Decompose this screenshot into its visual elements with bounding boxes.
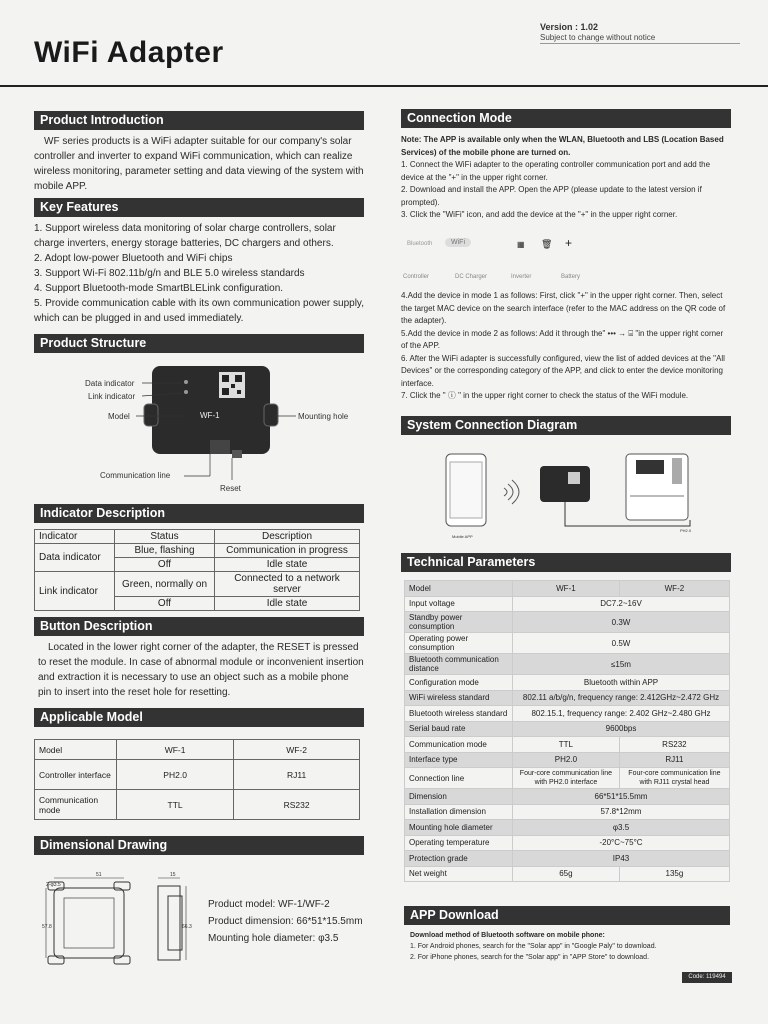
connection-step: 4.Add the device in mode 1 as follows: First, click "+" in the upper right corner. Then, select the target MAC device on the search interface (refer to the MAC address on the QR code of the adapter). (401, 291, 726, 325)
param-name: Operating power consumption (405, 633, 513, 654)
system-connection-diagram (440, 448, 710, 544)
param-value: Four-core communication line with RJ11 crystal head (619, 768, 729, 789)
category-label: Controller (403, 274, 430, 280)
table-cell: RJ11 (234, 760, 360, 790)
table-cell: Off (115, 597, 215, 611)
key-feature-item: 4. Support Bluetooth-mode SmartBLELink configuration. (34, 283, 284, 294)
dim-height: 57.8 (42, 924, 52, 930)
app-download-text (410, 930, 732, 963)
section-title-technical-parameters: Technical Parameters (401, 553, 731, 572)
table-cell: Idle state (215, 597, 360, 611)
table-row (405, 789, 730, 805)
table-row (405, 675, 730, 691)
section-title-system-connection-diagram: System Connection Diagram (401, 416, 731, 435)
table-header-row (35, 530, 360, 544)
param-value: IP43 (513, 851, 730, 867)
param-value: 0.5W (513, 633, 730, 654)
table-cell: Communication mode (35, 790, 117, 820)
param-value: 57.8*12mm (513, 804, 730, 820)
param-name: Standby power consumption (405, 612, 513, 633)
connection-step: 1. Connect the WiFi adapter to the operating controller communication port and add the device at the "+" in the upper right corner. (401, 160, 711, 182)
table-row (405, 721, 730, 737)
param-value: 0.3W (513, 612, 730, 633)
subject-note: Subject to change without notice (540, 33, 656, 42)
key-feature-item: 3. Support Wi-Fi 802.11b/g/n and BLE 5.0 wireless standards (34, 268, 305, 279)
table-cell: TTL (117, 790, 234, 820)
product-structure-diagram (34, 358, 364, 498)
param-name: Operating temperature (405, 835, 513, 851)
technical-parameters-table (404, 580, 730, 882)
param-name: Protection grade (405, 851, 513, 867)
table-cell: RS232 (234, 790, 360, 820)
param-value: TTL (513, 737, 620, 753)
version-label: Version : 1.02 (540, 22, 599, 32)
table-row (35, 740, 360, 760)
param-name: Communication mode (405, 737, 513, 753)
document-code: Code: 119494 (682, 972, 732, 983)
dimension-line: Mounting hole diameter: φ3.5 (208, 933, 339, 944)
product-intro-text: WF series products is a WiFi adapter suitable for our company's solar controller and inverter to expand WiFi communication, which can realize wireless monitoring, parameter setting and data viewing of the system with mobile APP. (34, 136, 364, 192)
section-title-app-download: APP Download (404, 906, 730, 925)
param-name: Configuration mode (405, 675, 513, 691)
table-cell: Blue, flashing (115, 544, 215, 558)
mounting-hole-label: Mounting hole (298, 412, 349, 421)
header-rule (0, 85, 768, 87)
model-label: Model (108, 412, 130, 421)
table-header-cell: WF-2 (619, 581, 729, 597)
app-download-line: 2. For iPhone phones, search for the "Solar app" in "APP Store" to download. (410, 954, 650, 961)
connection-mode-steps (401, 134, 731, 222)
table-cell: Link indicator (35, 572, 115, 611)
table-cell: Idle state (215, 558, 360, 572)
category-label: Battery (561, 274, 581, 280)
dimensional-drawing-svg (40, 870, 190, 970)
section-title-product-structure: Product Structure (34, 334, 364, 353)
table-cell: Off (115, 558, 215, 572)
connection-step: 2. Download and install the APP. Open the APP (please update to the latest version if prompted). (401, 185, 702, 207)
param-name: Net weight (405, 866, 513, 882)
connection-step: 5.Add the device in mode 2 as follows: Add it through the" ••• → ⌸ "in the upper right corner of the APP. (401, 328, 724, 350)
key-feature-item: 1. Support wireless data monitoring of solar charge controllers, solar charge inverters, energy storage batteries, DC chargers and others. (34, 223, 336, 249)
indicator-table (34, 529, 360, 611)
param-value: RJ11 (619, 752, 729, 768)
param-name: Installation dimension (405, 804, 513, 820)
connection-step: 6. After the WiFi adapter is successfully configured, view the list of added devices at the "All Devices" or the corresponding category of the APP, and click to enter the device monitoring interface. (401, 353, 725, 388)
param-value: 802.15.1, frequency range: 2.402 GHz~2.480 GHz (513, 706, 730, 722)
param-name: Dimension (405, 789, 513, 805)
table-row (405, 737, 730, 753)
param-name: Mounting hole diameter (405, 820, 513, 836)
table-row (405, 804, 730, 820)
table-cell: Communication in progress (215, 544, 360, 558)
page-header (0, 0, 768, 86)
table-row (405, 596, 730, 612)
data-indicator-label: Data indicator (85, 379, 135, 388)
param-value: 65g (513, 866, 620, 882)
table-row (405, 706, 730, 722)
plus-icon: + (565, 236, 573, 250)
grid-icon: ▦ (517, 240, 525, 249)
phone-caption: Mobile APP (452, 534, 473, 539)
param-name: Interface type (405, 752, 513, 768)
param-value: φ3.5 (513, 820, 730, 836)
table-cell: Data indicator (35, 544, 115, 572)
key-features-list (34, 221, 364, 326)
section-title-button-description: Button Description (34, 617, 364, 636)
connection-step: 3. Click the "WiFi" icon, and add the device at the "+" in the upper right corner. (401, 210, 678, 219)
section-title-key-features: Key Features (34, 198, 364, 217)
dimension-line: Product dimension: 66*51*15.5mm (208, 916, 363, 927)
dimension-line: Product model: WF-1/WF-2 (208, 899, 330, 910)
section-title-dimensional-drawing: Dimensional Drawing (34, 836, 364, 855)
param-value: 135g (619, 866, 729, 882)
param-name: Input voltage (405, 596, 513, 612)
app-tab-bluetooth: Bluetooth (407, 241, 433, 247)
param-value: 9600bps (513, 721, 730, 737)
dim-width: 51 (96, 872, 102, 878)
table-row (405, 690, 730, 706)
connection-note: Note: The APP is available only when the WLAN, Bluetooth and LBS (Location Based Services) of the mobile phone are turned on. (401, 135, 724, 157)
applicable-model-table (34, 739, 360, 820)
page-title: WiFi Adapter (34, 36, 224, 69)
table-row (405, 612, 730, 633)
table-row (35, 544, 360, 558)
table-row (405, 851, 730, 867)
table-row (35, 572, 360, 597)
param-value: Bluetooth within APP (513, 675, 730, 691)
table-row (405, 752, 730, 768)
table-header-row (405, 581, 730, 597)
param-name: Serial baud rate (405, 721, 513, 737)
version-rule (540, 43, 740, 44)
param-value: DC7.2~16V (513, 596, 730, 612)
param-value: 802.11 a/b/g/n, frequency range: 2.412GHz~2.472 GHz (513, 690, 730, 706)
dim-total: 66.3 (182, 924, 192, 930)
cable-caption: PH2.0 (680, 528, 692, 533)
table-row (35, 760, 360, 790)
table-cell: Connected to a network server (215, 572, 360, 597)
table-header-cell: Description (215, 530, 360, 544)
device-model-text: WF-1 (200, 411, 220, 420)
param-name: Connection line (405, 768, 513, 789)
table-header-cell: Status (115, 530, 215, 544)
communication-line-label: Communication line (100, 471, 171, 480)
link-indicator-label: Link indicator (88, 392, 136, 401)
param-name: Bluetooth communication distance (405, 654, 513, 675)
app-tab-wifi: WiFi (445, 238, 471, 247)
app-screenshot-strip (401, 234, 601, 284)
param-value: PH2.0 (513, 752, 620, 768)
table-row (405, 866, 730, 882)
table-row (405, 633, 730, 654)
param-value: ≤15m (513, 654, 730, 675)
table-cell: Green, normally on (115, 572, 215, 597)
dim-depth: 15 (170, 872, 176, 878)
param-value: -20°C~75°C (513, 835, 730, 851)
section-title-indicator-description: Indicator Description (34, 504, 364, 523)
section-title-product-introduction: Product Introduction (34, 111, 364, 130)
app-download-line: 1. For Android phones, search for the "Solar app" in "Google Paly" to download. (410, 943, 657, 950)
table-cell: WF-1 (117, 740, 234, 760)
table-cell: Model (35, 740, 117, 760)
table-cell: Controller interface (35, 760, 117, 790)
reset-label: Reset (220, 484, 241, 493)
table-header-cell: Indicator (35, 530, 115, 544)
table-row (405, 820, 730, 836)
app-download-heading: Download method of Bluetooth software on mobile phone: (410, 932, 605, 939)
dim-hole: 2-φ3.5 (46, 882, 61, 888)
table-row (35, 790, 360, 820)
category-label: Inverter (511, 274, 532, 280)
category-label: DC Charger (455, 274, 488, 280)
table-header-cell: Model (405, 581, 513, 597)
param-value: RS232 (619, 737, 729, 753)
table-row (405, 654, 730, 675)
section-title-connection-mode: Connection Mode (401, 109, 731, 128)
table-header-cell: WF-1 (513, 581, 620, 597)
param-name: Bluetooth wireless standard (405, 706, 513, 722)
table-row (405, 768, 730, 789)
param-value: Four-core communication line with PH2.0 interface (513, 768, 620, 789)
key-feature-item: 5. Provide communication cable with its own communication power supply, which can be plugged in and used immediately. (34, 298, 364, 324)
param-name: WiFi wireless standard (405, 690, 513, 706)
button-description-text: Located in the lower right corner of the adapter, the RESET is pressed to reset the module. In case of abnormal module or inconvenient insertion and extraction it is necessary to use an object such as a mobile phone pin to insert into the reset hole for resetting. (38, 642, 364, 698)
table-cell: PH2.0 (117, 760, 234, 790)
key-feature-item: 2. Adopt low-power Bluetooth and WiFi chips (34, 253, 233, 264)
param-value: 66*51*15.5mm (513, 789, 730, 805)
connection-step: 7. Click the " ⓘ " in the upper right corner to check the status of the WiFi module. (401, 391, 689, 400)
table-cell: WF-2 (234, 740, 360, 760)
trash-icon: 🗑 (541, 239, 553, 249)
dimension-info (208, 896, 378, 947)
section-title-applicable-model: Applicable Model (34, 708, 364, 727)
connection-mode-steps-2 (401, 290, 731, 403)
table-row (405, 835, 730, 851)
